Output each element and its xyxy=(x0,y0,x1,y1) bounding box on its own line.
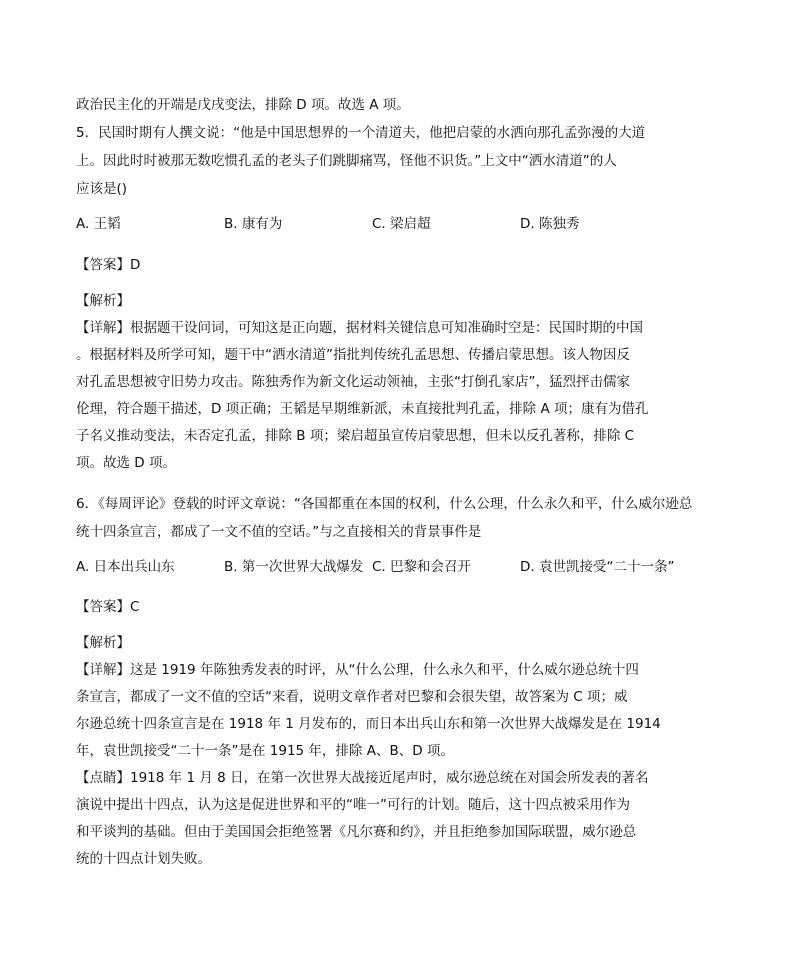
q6-detail-line-4: 年，袁世凯接受“二十一条”是在 1915 年，排除 A、B、D 项。 xyxy=(76,743,454,759)
question-6-line-2: 统十四条宣言，都成了一文不值的空话。”与之直接相关的背景事件是 xyxy=(76,524,482,540)
question-6-line-1: 6．《每周评论》登载的时评文章说：“各国都重在本国的权利，什么公理，什么永久和平，什么威尔逊总 xyxy=(76,496,693,512)
q6-answer: 【答案】C xyxy=(76,599,140,615)
q5-detail-line-1: 【详解】根据题干设问词，可知这是正向题，据材料关键信息可知准确时空是：民国时期的中国 xyxy=(76,320,643,336)
q5-option-b: B. 康有为 xyxy=(224,216,283,232)
q5-detail-line-6: 项。故选 D 项。 xyxy=(76,455,176,471)
q6-note-line-3: 和平谈判的基础。但由于美国国会拒绝签署《凡尔赛和约》，并且拒绝参加国际联盟，威尔逊总 xyxy=(76,824,637,840)
q6-option-b: B. 第一次世界大战爆发 xyxy=(224,559,364,575)
question-5-line-2: 上。因此时时被那无数吃惯孔孟的老头子们跳脚痛骂，怪他不识货。”上文中“洒水清道”的人 xyxy=(76,153,617,169)
continuation-line: 政治民主化的开端是戊戌变法，排除 D 项。故选 A 项。 xyxy=(76,97,410,113)
q6-note-line-4: 统的十四点计划失败。 xyxy=(76,851,211,867)
q5-detail-line-2: 。根据材料及所学可知，题干中“洒水清道”指批判传统孔孟思想、传播启蒙思想。该人物因反 xyxy=(76,347,630,363)
q6-detail-line-2: 条宣言，都成了一文不值的空话“来看，说明文章作者对巴黎和会很失望，故答案为 C 项；威 xyxy=(76,689,628,705)
question-5-line-1: 5．民国时期有人撰文说：“他是中国思想界的一个清道夫，他把启蒙的水洒向那孔孟弥漫的大道 xyxy=(76,125,646,141)
q6-option-a: A. 日本出兵山东 xyxy=(76,559,175,575)
q5-answer: 【答案】D xyxy=(76,257,141,273)
q5-option-d: D. 陈独秀 xyxy=(520,216,580,232)
q5-analysis-label: 【解析】 xyxy=(76,293,130,309)
q5-detail-line-4: 伦理，符合题干描述，D 项正确；王韬是早期维新派，未直接批判孔孟，排除 A 项；康有为借孔 xyxy=(76,401,649,417)
q6-note-line-1: 【点睛】1918 年 1 月 8 日，在第一次世界大战接近尾声时，威尔逊总统在对国会所发表的著名 xyxy=(76,770,649,786)
q5-detail-line-5: 子名义推动变法，未否定孔孟，排除 B 项；梁启超虽宣传启蒙思想，但未以反孔著称，排除 C xyxy=(76,428,635,444)
q6-detail-line-1: 【详解】这是 1919 年陈独秀发表的时评，从“什么公理，什么永久和平，什么威尔逊总统十四 xyxy=(76,662,639,678)
q5-option-c: C. 梁启超 xyxy=(372,216,431,232)
q5-detail-line-3: 对孔孟思想被守旧势力攻击。陈独秀作为新文化运动领袖，主张“打倒孔家店”，猛烈抨击儒家 xyxy=(76,374,630,390)
q6-option-d: D. 袁世凯接受“二十一条” xyxy=(520,559,675,575)
q5-option-a: A. 王韬 xyxy=(76,216,121,232)
question-5-line-3: 应该是() xyxy=(76,181,128,197)
q6-analysis-label: 【解析】 xyxy=(76,635,130,651)
q6-option-c: C. 巴黎和会召开 xyxy=(372,559,472,575)
q6-note-line-2: 演说中提出十四点，认为这是促进世界和平的“唯一”可行的计划。随后，这十四点被采用作为 xyxy=(76,797,630,813)
q6-detail-line-3: 尔逊总统十四条宣言是在 1918 年 1 月发布的，而日本出兵山东和第一次世界大战爆发是在 1914 xyxy=(76,716,661,732)
